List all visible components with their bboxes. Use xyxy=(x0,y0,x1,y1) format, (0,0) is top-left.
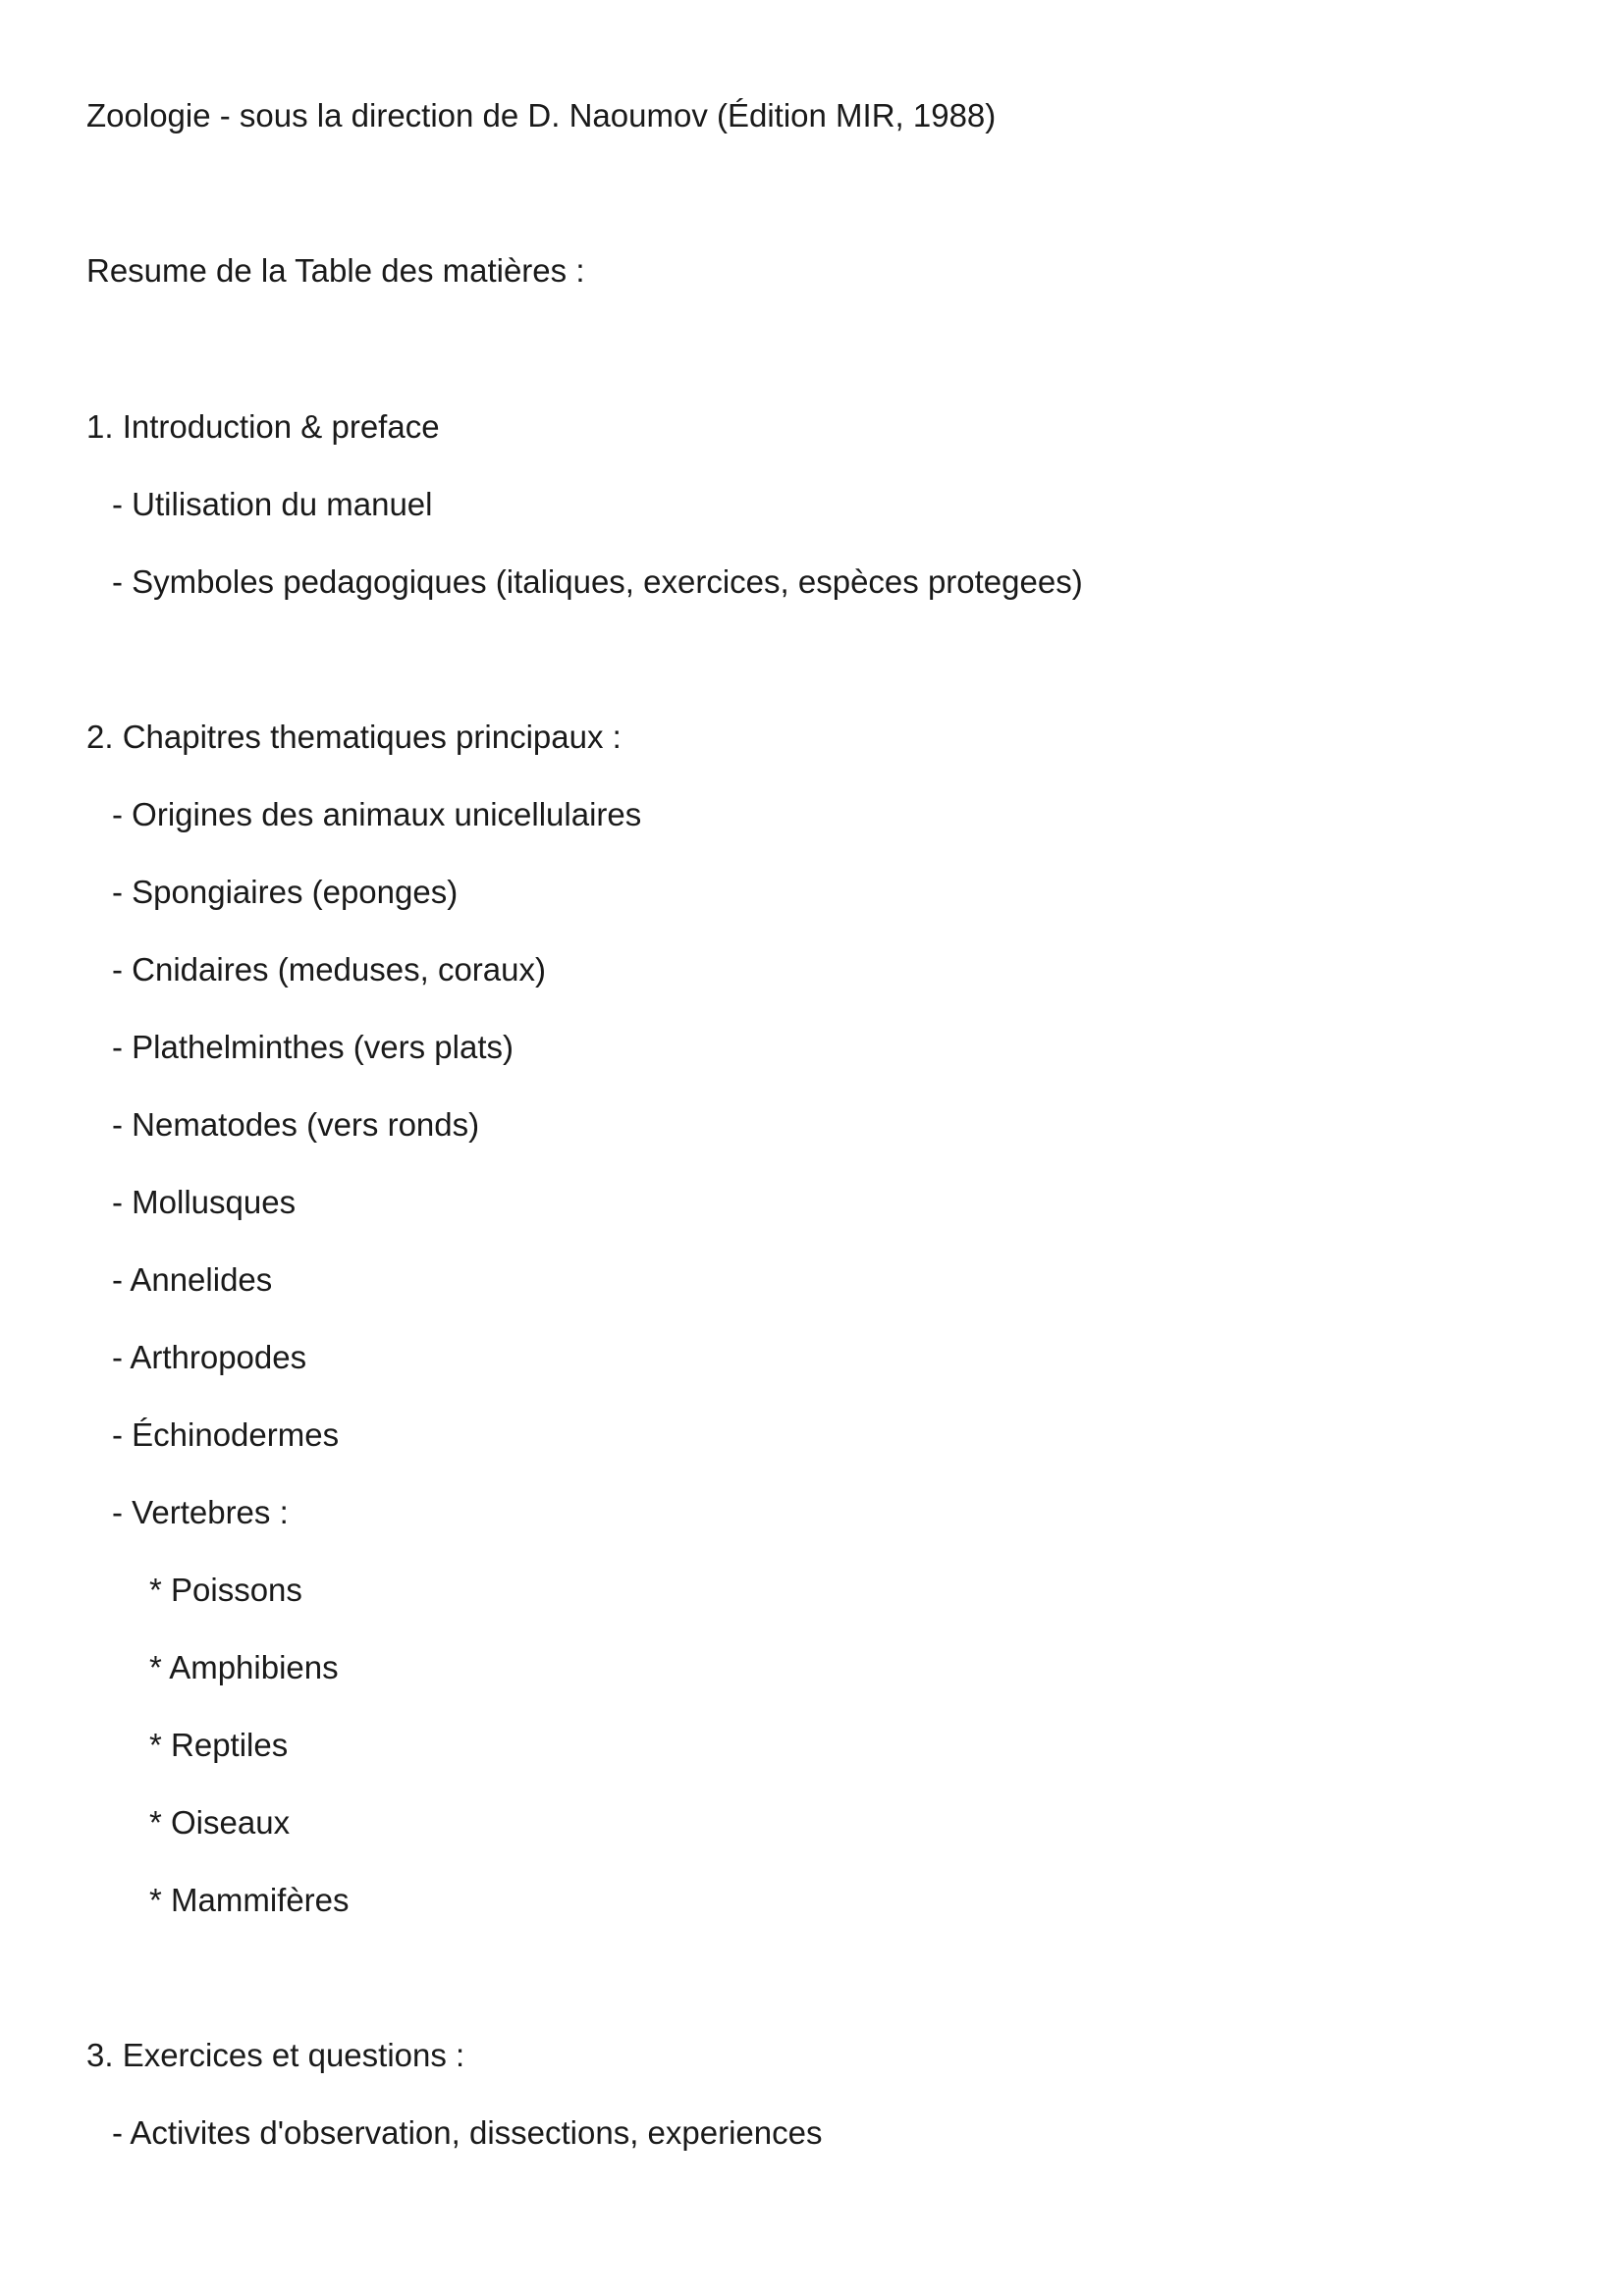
list-item: - Arthropodes xyxy=(112,1339,307,1375)
toc-summary-heading: Resume de la Table des matières : xyxy=(86,252,585,289)
sub-list-item: * Mammifères xyxy=(149,1882,350,1918)
list-item: - Vertebres : xyxy=(112,1494,289,1530)
list-item: - Symboles pedagogiques (italiques, exercices, espèces protegees) xyxy=(112,563,1083,600)
document-title: Zoologie - sous la direction de D. Naoumov (Édition MIR, 1988) xyxy=(86,97,997,133)
list-item: - Cnidaires (meduses, coraux) xyxy=(112,951,546,988)
list-item: - Nematodes (vers ronds) xyxy=(112,1106,480,1143)
list-item: - Spongiaires (eponges) xyxy=(112,874,459,910)
list-item: - Échinodermes xyxy=(112,1416,340,1453)
sub-list-item: * Amphibiens xyxy=(149,1649,339,1685)
sub-list-item: * Oiseaux xyxy=(149,1804,291,1841)
sub-list-item: * Poissons xyxy=(149,1572,302,1608)
section-heading-exercices: 3. Exercices et questions : xyxy=(86,2037,465,2073)
list-item: - Origines des animaux unicellulaires xyxy=(112,796,642,832)
list-item: - Annelides xyxy=(112,1261,273,1298)
list-item: - Activites d'observation, dissections, experiences xyxy=(112,2114,823,2151)
list-item: - Mollusques xyxy=(112,1184,297,1220)
list-item: - Utilisation du manuel xyxy=(112,486,433,522)
list-item: - Plathelminthes (vers plats) xyxy=(112,1029,514,1065)
section-heading-chapitres: 2. Chapitres thematiques principaux : xyxy=(86,719,622,755)
sub-list-item: * Reptiles xyxy=(149,1727,289,1763)
section-heading-introduction: 1. Introduction & preface xyxy=(86,408,440,445)
